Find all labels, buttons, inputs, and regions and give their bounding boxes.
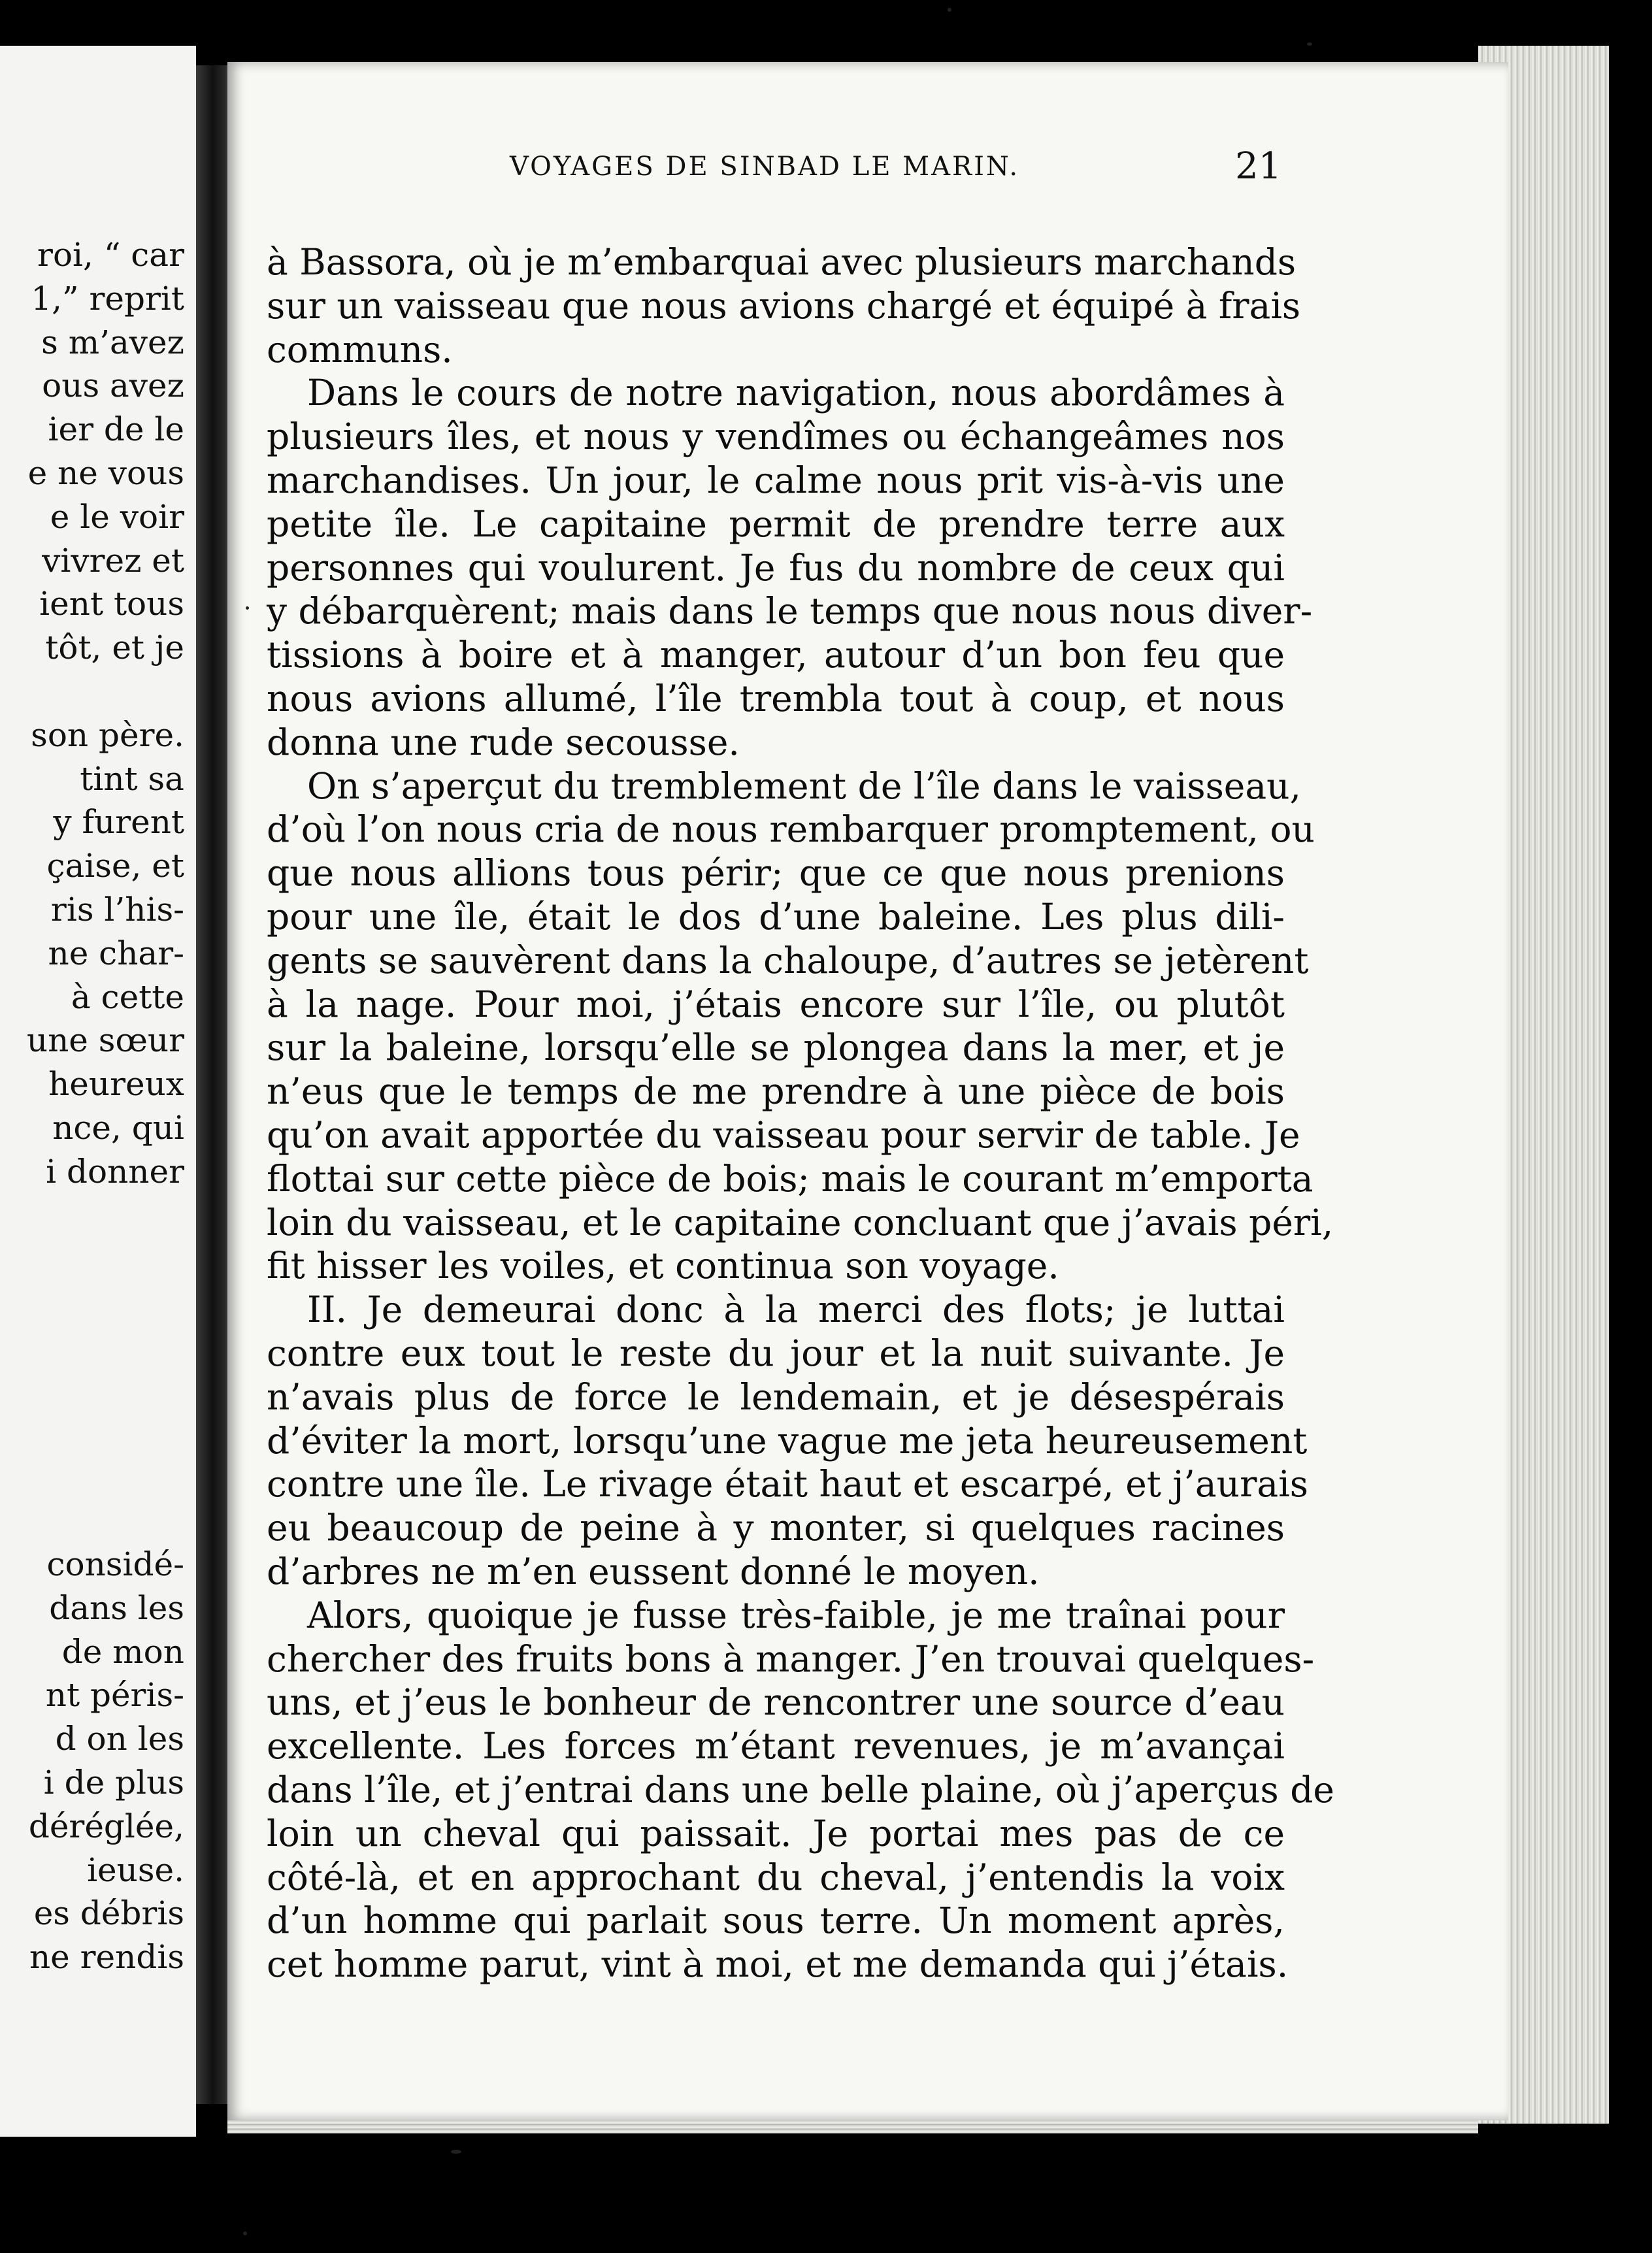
previous-page-fragment [0,46,196,2137]
text-line: flottai sur cette pièce de bois; mais le courant m’emporta [267,1157,1313,1200]
text-line: cet homme parut, vint à moi, et me demanda qui j’étais. [267,1943,1289,1986]
previous-page-line: y furent [53,803,184,842]
previous-page-line: ris l’his- [50,891,184,929]
previous-page-line: ieuse. [87,1850,184,1889]
previous-page-line: une sœur [26,1021,184,1060]
text-line: d’un homme qui parlait sous terre. Un moment après, [267,1899,1285,1942]
previous-page-line: i donner [46,1152,184,1191]
previous-page-line: ne rendis [29,1938,184,1977]
page-number: 21 [1235,145,1282,188]
scan-speck [243,2231,247,2235]
text-line: fit hisser les voiles, et continua son voyage. [267,1245,1059,1287]
scan-speck [948,8,951,12]
text-line: sur un vaisseau que nous avions chargé et équipé à frais [267,284,1301,327]
previous-page-line: ier de le [48,410,184,449]
text-line: chercher des fruits bons à manger. J’en trouvai quelques- [267,1637,1315,1680]
previous-page-line: d on les [55,1720,184,1758]
text-line: gents se sauvèrent dans la chaloupe, d’autres se jetèrent [267,939,1309,981]
text-line: y débarquèrent; mais dans le temps que nous nous diver- [267,590,1313,633]
text-line: n’eus que le temps de me prendre à une pièce de bois [267,1070,1285,1113]
text-line: marchandises. Un jour, le calme nous prit vis-à-vis une [267,459,1285,501]
text-line: loin du vaisseau, et le capitaine concluant que j’avais péri, [267,1201,1334,1243]
previous-page-line: ne char- [48,934,184,972]
text-line: dans l’île, et j’entrai dans une belle plaine, où j’aperçus de [267,1769,1334,1811]
previous-page-line: vivrez et [42,541,184,580]
text-line: n’avais plus de force le lendemain, et je désespérais [267,1375,1285,1418]
text-line: communs. [267,328,453,370]
text-line: à Bassora, où je m’embarquai avec plusieurs marchands [267,241,1297,283]
previous-page-line: roi, “ car [37,236,184,274]
previous-page-line: e ne vous [27,454,184,492]
text-line: pour une île, était le dos d’une baleine. Les plus dili- [267,896,1285,938]
page-bottom-edge [227,2120,1478,2133]
text-line: petite île. Le capitaine permit de prendre terre aux [267,502,1285,545]
previous-page-line: 1,” reprit [31,279,184,318]
text-line: II. Je demeurai donc à la merci des flots; je luttai [307,1289,1285,1331]
text-line: Alors, quoique je fusse très-faible, je me traînai pour [307,1594,1285,1636]
text-line: d’où l’on nous cria de nous rembarquer promptement, ou [267,808,1315,851]
previous-page-line: heureux [48,1065,184,1104]
text-line: tissions à boire et à manger, autour d’un bon feu que [267,634,1285,676]
text-line: personnes qui voulurent. Je fus du nombre de ceux qui [267,546,1285,589]
running-head: VOYAGES DE SINBAD LE MARIN. [510,152,1020,182]
previous-page-line: nt péris- [45,1676,184,1715]
scan-speck [246,606,249,610]
text-line: à la nage. Pour moi, j’étais encore sur l’île, ou plutôt [267,983,1285,1025]
scan-speck [451,2150,461,2154]
text-line: que nous allions tous périr; que ce que nous prenions [267,852,1285,895]
previous-page-line: tint sa [80,759,184,798]
text-line: donna une rude secousse. [267,721,740,763]
previous-page-line: s m’avez [41,323,184,361]
previous-page-line: considé- [46,1545,184,1583]
previous-page-line: déréglée, [28,1807,184,1845]
text-line: On s’aperçut du tremblement de l’île dans le vaisseau, [307,765,1302,807]
text-line: sur la baleine, lorsqu’elle se plongea dans la mer, et je [267,1027,1285,1069]
text-line: Dans le cours de notre navigation, nous abordâmes à [307,372,1285,414]
text-line: d’arbres ne m’en eussent donné le moyen. [267,1551,1040,1592]
previous-page-line: dans les [49,1588,184,1627]
previous-page-line: de mon [61,1632,184,1671]
previous-page-line: à cette [71,978,184,1016]
text-line: côté-là, et en approchant du cheval, j’entendis la voix [267,1856,1285,1898]
previous-page-line: es débris [33,1894,184,1933]
text-line: d’éviter la mort, lorsqu’une vague me jeta heureusement [267,1419,1308,1462]
text-line: plusieurs îles, et nous y vendîmes ou échangeâmes nos [267,416,1285,458]
text-line: contre une île. Le rivage était haut et escarpé, et j’aurais [267,1463,1309,1505]
previous-page-line: çaise, et [46,847,184,885]
text-line: eu beaucoup de peine à y monter, si quelques racines [267,1507,1285,1549]
text-line: excellente. Les forces m’étant revenues, je m’avançai [267,1725,1285,1768]
text-line: contre eux tout le reste du jour et la nuit suivante. Je [267,1332,1285,1374]
previous-page-line: nce, qui [52,1109,184,1147]
previous-page-line: son père. [31,715,184,754]
text-line: qu’on avait apportée du vaisseau pour servir de table. Je [267,1114,1300,1156]
text-line: nous avions allumé, l’île trembla tout à coup, et nous [267,678,1285,719]
text-line: uns, et j’eus le bonheur de rencontrer une source d’eau [267,1681,1285,1724]
previous-page-line: tôt, et je [45,629,184,667]
text-line: loin un cheval qui paissait. Je portai mes pas de ce [267,1812,1285,1854]
previous-page-line: e le voir [50,497,184,536]
previous-page-line: ous avez [42,367,184,405]
scan-speck [1307,42,1312,46]
previous-page-line: ient tous [39,585,184,623]
previous-page-line: i de plus [43,1764,184,1801]
